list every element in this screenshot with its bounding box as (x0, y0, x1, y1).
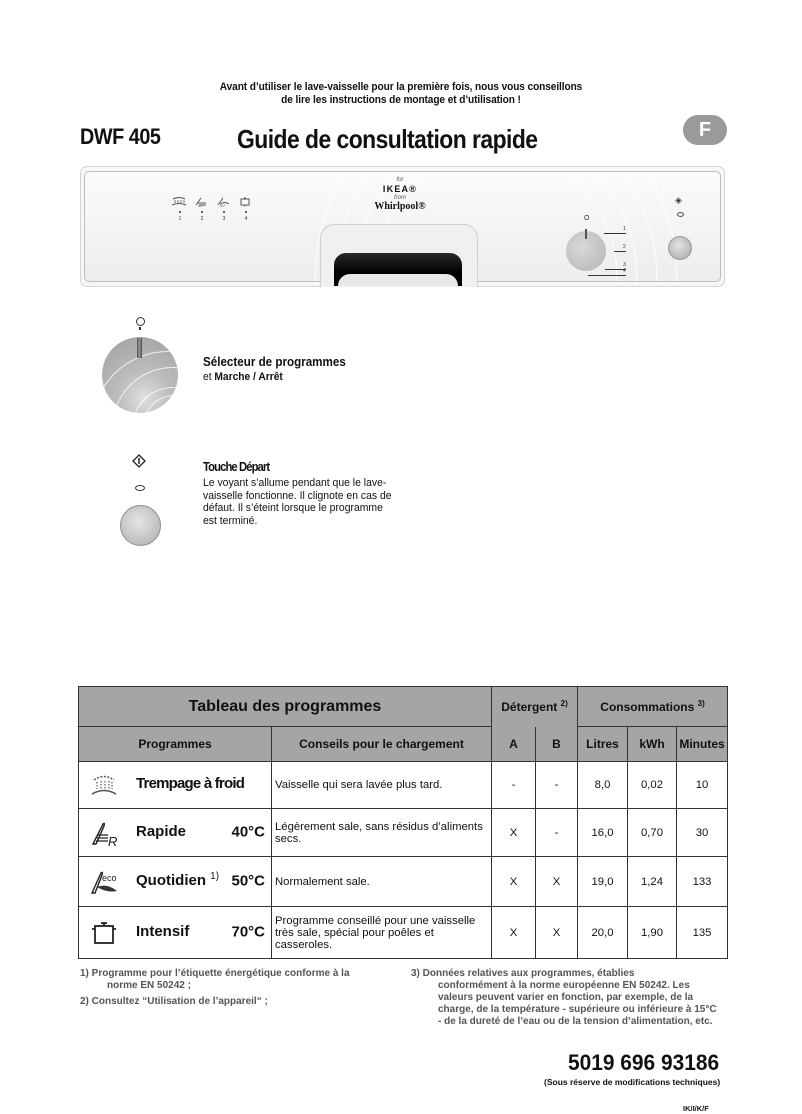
minutes: 10 (677, 762, 728, 809)
detergent-b: X (536, 907, 578, 959)
kwh: 1,90 (628, 907, 677, 959)
notice (32, 81, 770, 107)
knob-position-4: 4 (623, 268, 626, 274)
rapid-icon (89, 818, 119, 848)
footnote-3 (411, 968, 721, 1028)
knob-tick-1 (604, 233, 626, 234)
panel-indicator-1 (171, 193, 187, 211)
panel-number-1: 1 (178, 216, 182, 222)
col-header-b: B (536, 727, 578, 762)
program-name-text: Quotidien (136, 871, 206, 889)
advice-cell: Vaisselle qui sera lavée plus tard. (272, 762, 492, 809)
pot-icon (89, 918, 119, 948)
panel-indicator-4 (237, 193, 253, 211)
soak-icon (89, 770, 119, 800)
program-cell (79, 762, 272, 809)
detergent-b: X (536, 857, 578, 907)
notice-line-2: de lire les instructions de montage et d’utilisation ! (281, 94, 521, 106)
detergent-a: X (492, 809, 536, 857)
language-badge: F (683, 115, 727, 145)
program-cell (79, 809, 272, 857)
litres: 20,0 (578, 907, 628, 959)
start-title: Touche Départ (203, 460, 270, 474)
table-row (79, 907, 728, 959)
litres: 19,0 (578, 857, 628, 907)
program-note: 1) (210, 870, 220, 882)
advice-cell: Programme conseillé pour une vaisselle très sale, spécial pour poêles et casseroles. (272, 907, 492, 959)
detergent-b: - (536, 809, 578, 857)
footnote-1-line-2: norme EN 50242 ; (107, 980, 191, 991)
knob-position-1: 1 (623, 226, 626, 232)
program-name: Trempage à froid (136, 774, 245, 792)
start-description: Le voyant s’allume pendant que le lave-vaisselle fonctionne. Il clignote en cas de défaut. Il s’éteint lorsque le programme est terminé. (203, 477, 392, 527)
knob-tick-2 (614, 251, 626, 252)
detergent-header-label: Détergent (501, 700, 558, 715)
knob-position-2: 2 (623, 244, 626, 250)
start-led-icon (135, 485, 145, 491)
program-temp: 50°C (231, 872, 265, 890)
consumption-header-label: Consommations (600, 700, 695, 714)
panel-indicator-3 (215, 193, 231, 211)
advice-cell: Légèrement sale, sans résidus d’aliments secs. (272, 809, 492, 857)
footnote-2: 2) Consultez “Utilisation de l’appareil“ ; (80, 996, 268, 1007)
col-header-minutes: Minutes (677, 727, 728, 762)
kwh: 0,70 (628, 809, 677, 857)
detergent-a: - (492, 762, 536, 809)
program-temp: 70°C (231, 923, 265, 941)
panel-number-2: 2 (200, 216, 204, 222)
advice-cell: Normalement sale. (272, 857, 492, 907)
minutes: 30 (677, 809, 728, 857)
document-code: 5019 696 93186 (568, 1050, 720, 1075)
panel-start-icon: ◈ (675, 195, 682, 205)
start-icon (132, 454, 146, 471)
col-header-a: A (492, 727, 536, 762)
program-table (78, 686, 728, 959)
footnote-1 (80, 968, 390, 992)
program-cell (79, 857, 272, 907)
panel-led-2 (201, 211, 203, 213)
reserve-notice: (Sous réserve de modifications techniques) (544, 1077, 721, 1087)
panel-led-4 (245, 211, 247, 213)
detergent-header (492, 687, 578, 727)
program-temp: 40°C (231, 823, 265, 841)
page-title: Guide de consultation rapide (237, 124, 538, 154)
minutes: 135 (677, 907, 728, 959)
table-row (79, 762, 728, 809)
program-cell (79, 907, 272, 959)
panel-indicator-2 (193, 193, 209, 211)
program-name (136, 871, 219, 889)
panel-number-3: 3 (222, 216, 226, 222)
kwh: 1,24 (628, 857, 677, 907)
door-handle-base (338, 274, 458, 286)
detergent-note: 2) (560, 699, 568, 709)
table-row (79, 809, 728, 857)
consumption-note: 3) (697, 699, 705, 708)
col-header-programmes: Programmes (79, 727, 272, 762)
panel-led-3 (223, 211, 225, 213)
litres: 16,0 (578, 809, 628, 857)
off-symbol-icon (136, 317, 145, 326)
panel-temp-3: 50° (219, 203, 227, 208)
knob-marker (137, 338, 142, 358)
language-codes: IK/I/K/F (683, 1104, 709, 1113)
detergent-a: X (492, 857, 536, 907)
svg-text:R: R (108, 833, 118, 848)
model-number: DWF 405 (80, 124, 161, 149)
col-header-advice: Conseils pour le chargement (272, 727, 492, 762)
table-title: Tableau des programmes (79, 687, 492, 727)
knob-tick-4 (588, 275, 626, 276)
detergent-a: X (492, 907, 536, 959)
panel-knob-off-symbol: O (584, 215, 590, 222)
start-button-illustration (120, 505, 161, 546)
selector-sub-bold: Marche / Arrêt (214, 371, 283, 383)
knob-position-3: 3 (623, 262, 626, 268)
soak-icon (171, 197, 187, 206)
panel-led-1 (179, 211, 181, 213)
detergent-b: - (536, 762, 578, 809)
consumption-header (578, 687, 728, 727)
col-header-kwh: kWh (628, 727, 677, 762)
minutes: 133 (677, 857, 728, 907)
program-name: Intensif (136, 922, 190, 940)
panel-number-4: 4 (244, 216, 248, 222)
selector-sub-prefix: et (203, 371, 215, 383)
off-symbol-dot (139, 327, 141, 330)
panel-start-led (677, 212, 684, 217)
litres: 8,0 (578, 762, 628, 809)
brand-from: from (394, 195, 406, 201)
kwh: 0,02 (628, 762, 677, 809)
col-header-litres: Litres (578, 727, 628, 762)
brand-whirlpool-logo: Whirlpool® (374, 201, 426, 212)
footnote-1-line-1: 1) Programme pour l’étiquette énergétique conforme à la (80, 968, 350, 979)
brand-ikea-logo: IKEA® (382, 184, 418, 194)
notice-line-1: Avant d’utiliser le lave-vaisselle pour la première fois, nous vous conseillons (219, 81, 583, 93)
panel-knob-marker (585, 229, 587, 239)
panel-temp-2: 40° (197, 203, 205, 208)
panel-temp-4: 70° (241, 203, 249, 208)
svg-text:eco: eco (102, 872, 117, 883)
table-row (79, 857, 728, 907)
panel-start-button (668, 236, 692, 260)
footnote-3-rest: conformément à la norme européenne EN 50242. Les valeurs peuvent varier en fonction, par exemple, de la charge, de la température - supérieure ou inférieure à 15°C - de la dureté de l’eau ou de la tension d’alimentation, etc. (438, 980, 717, 1027)
brand-for: for (396, 177, 404, 183)
selector-title: Sélecteur de programmes (203, 355, 346, 369)
footnote-3-line-1: 3) Données relatives aux programmes, établies (411, 968, 635, 979)
selector-subtitle (203, 371, 283, 383)
eco-icon (89, 867, 119, 897)
program-name: Rapide (136, 822, 187, 840)
